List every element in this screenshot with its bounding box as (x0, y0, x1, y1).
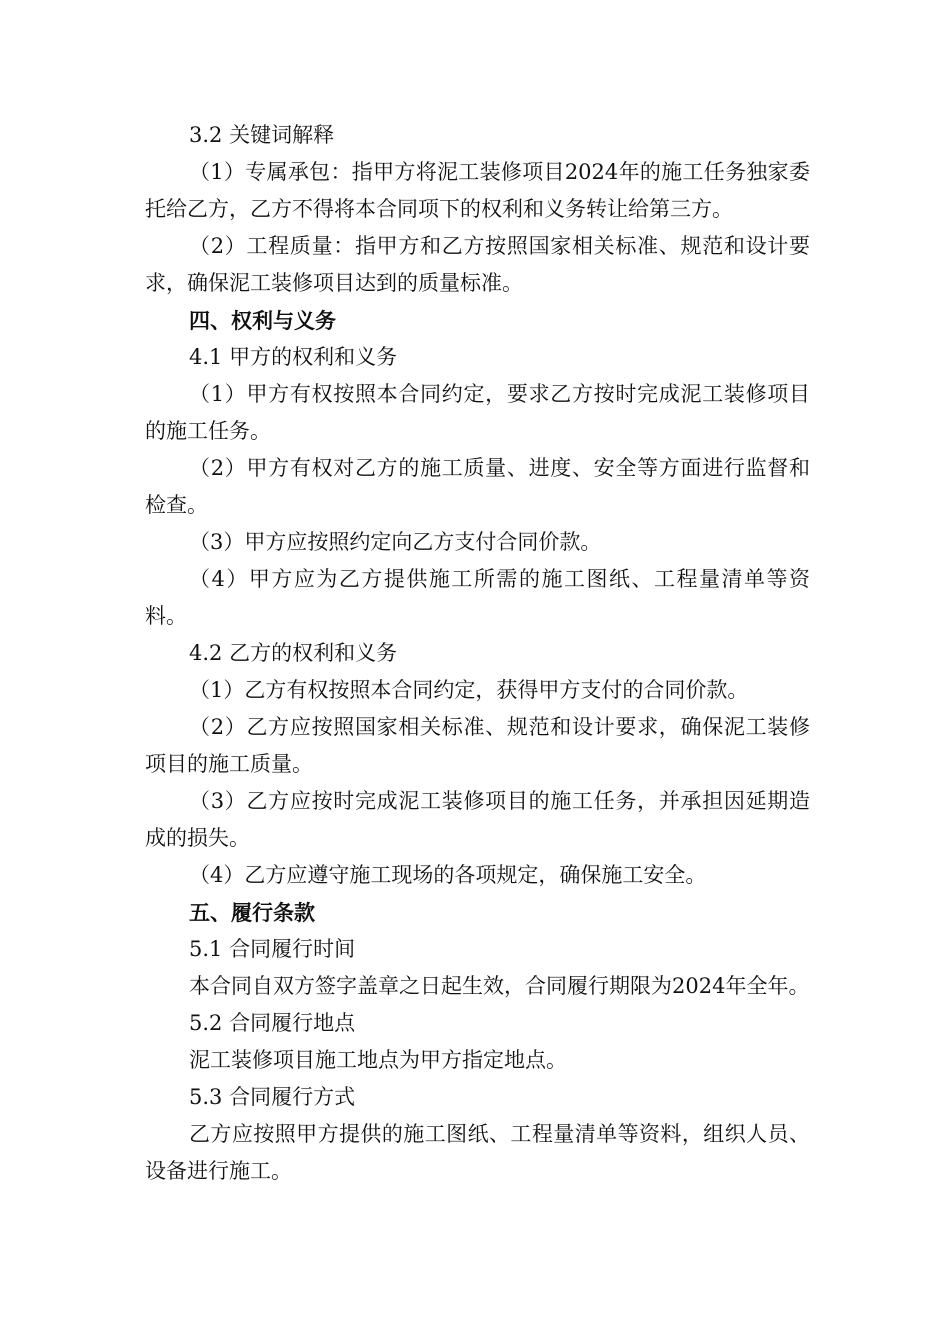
paragraph-definition-1: （1）专属承包：指甲方将泥工装修项目2024年的施工任务独家委托给乙方，乙方不得将本合同项下的权利和义务转让给第三方。 (145, 160, 810, 221)
chapter-heading-4: 四、权利与义务 (189, 308, 336, 333)
paragraph-party-b-4: （4）乙方应遵守施工现场的各项规定，确保施工安全。 (189, 863, 707, 887)
paragraph-performance-time: 本合同自双方签字盖章之日起生效，合同履行期限为2024年全年。 (189, 974, 810, 998)
paragraph-party-a-1: （1）甲方有权按照本合同约定，要求乙方按时完成泥工装修项目的施工任务。 (145, 382, 810, 443)
section-heading-4-2: 4.2 乙方的权利和义务 (189, 641, 398, 665)
section-heading-5-1: 5.1 合同履行时间 (189, 937, 356, 961)
paragraph-party-b-2: （2）乙方应按照国家相关标准、规范和设计要求，确保泥工装修项目的施工质量。 (145, 715, 810, 776)
paragraph-party-a-3: （3）甲方应按照约定向乙方支付合同价款。 (189, 530, 602, 554)
paragraph-party-a-2: （2）甲方有权对乙方的施工质量、进度、安全等方面进行监督和检查。 (145, 456, 810, 517)
paragraph-performance-method: 乙方应按照甲方提供的施工图纸、工程量清单等资料，组织人员、设备进行施工。 (145, 1122, 810, 1183)
document-body (145, 117, 810, 1190)
paragraph-party-b-1: （1）乙方有权按照本合同约定，获得甲方支付的合同价款。 (189, 678, 749, 702)
paragraph-definition-2: （2）工程质量：指甲方和乙方按照国家相关标准、规范和设计要求，确保泥工装修项目达到的质量标准。 (145, 234, 810, 295)
paragraph-party-a-4: （4）甲方应为乙方提供施工所需的施工图纸、工程量清单等资料。 (145, 567, 810, 628)
section-heading-5-2: 5.2 合同履行地点 (189, 1011, 356, 1035)
section-heading-4-1: 4.1 甲方的权利和义务 (189, 345, 398, 369)
section-heading-5-3: 5.3 合同履行方式 (189, 1085, 356, 1109)
section-heading-3-2: 3.2 关键词解释 (189, 123, 335, 147)
paragraph-party-b-3: （3）乙方应按时完成泥工装修项目的施工任务，并承担因延期造成的损失。 (145, 789, 810, 850)
chapter-heading-5: 五、履行条款 (189, 900, 315, 925)
paragraph-performance-place: 泥工装修项目施工地点为甲方指定地点。 (189, 1048, 567, 1072)
